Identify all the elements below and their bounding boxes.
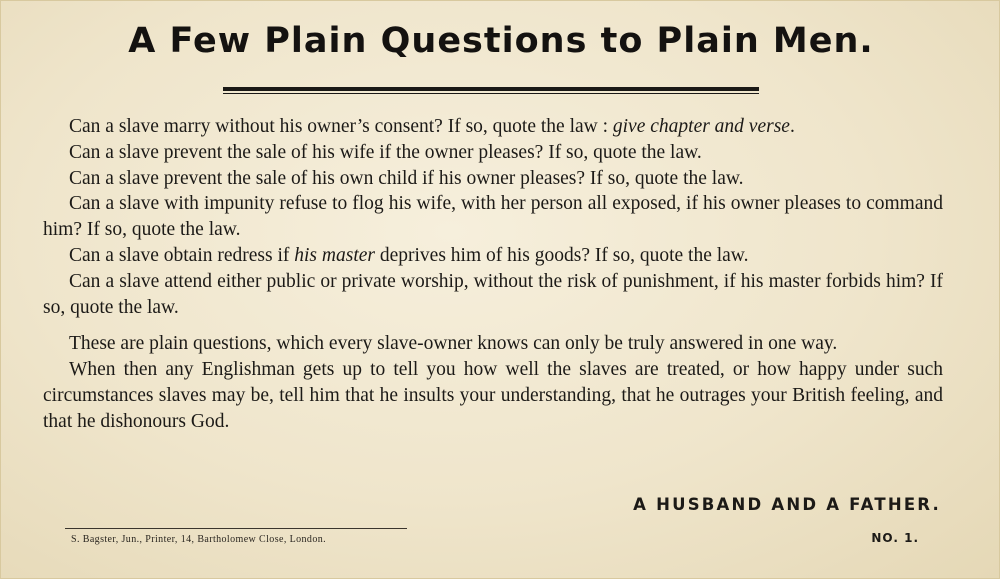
question-6: Can a slave attend either public or private worship, without the risk of punishment, if his master forbids him? If so, quote the law. <box>43 270 943 318</box>
title-double-rule <box>223 87 759 94</box>
question-1-emphasis: give chapter and verse <box>612 116 790 137</box>
question-2: Can a slave prevent the sale of his wife if the owner pleases? If so, quote the law. <box>69 141 702 163</box>
signature: A HUSBAND AND A FATHER. <box>633 495 941 514</box>
question-1: Can a slave marry without his owner’s consent? If so, quote the law : give chapter and verse. <box>69 116 795 137</box>
conclusion-1: These are plain questions, which every slave-owner knows can only be truly answered in one way. <box>69 333 838 355</box>
issue-number: NO. 1. <box>871 531 919 545</box>
printer-imprint: S. Bagster, Jun., Printer, 14, Bartholomew Close, London. <box>71 534 327 545</box>
question-5-emphasis: his master <box>294 244 375 266</box>
page-title: A Few Plain Questions to Plain Men. <box>128 21 874 61</box>
conclusion-2: When then any Englishman gets up to tell you how well the slaves are treated, or how happy under such circumstances slaves may be, tell him that he insults your understanding, that he outrages your British feeling, and that he dishonours God. <box>43 359 943 432</box>
question-3: Can a slave prevent the sale of his own child if his owner pleases? If so, quote the law. <box>69 167 744 189</box>
question-4: Can a slave with impunity refuse to flog his wife, with her person all exposed, if his owner pleases to command him? If so, quote the law. <box>43 193 943 241</box>
body-text <box>43 114 943 435</box>
footer-rule <box>65 528 407 529</box>
question-5: Can a slave obtain redress if his master deprives him of his goods? If so, quote the law. <box>69 244 749 266</box>
